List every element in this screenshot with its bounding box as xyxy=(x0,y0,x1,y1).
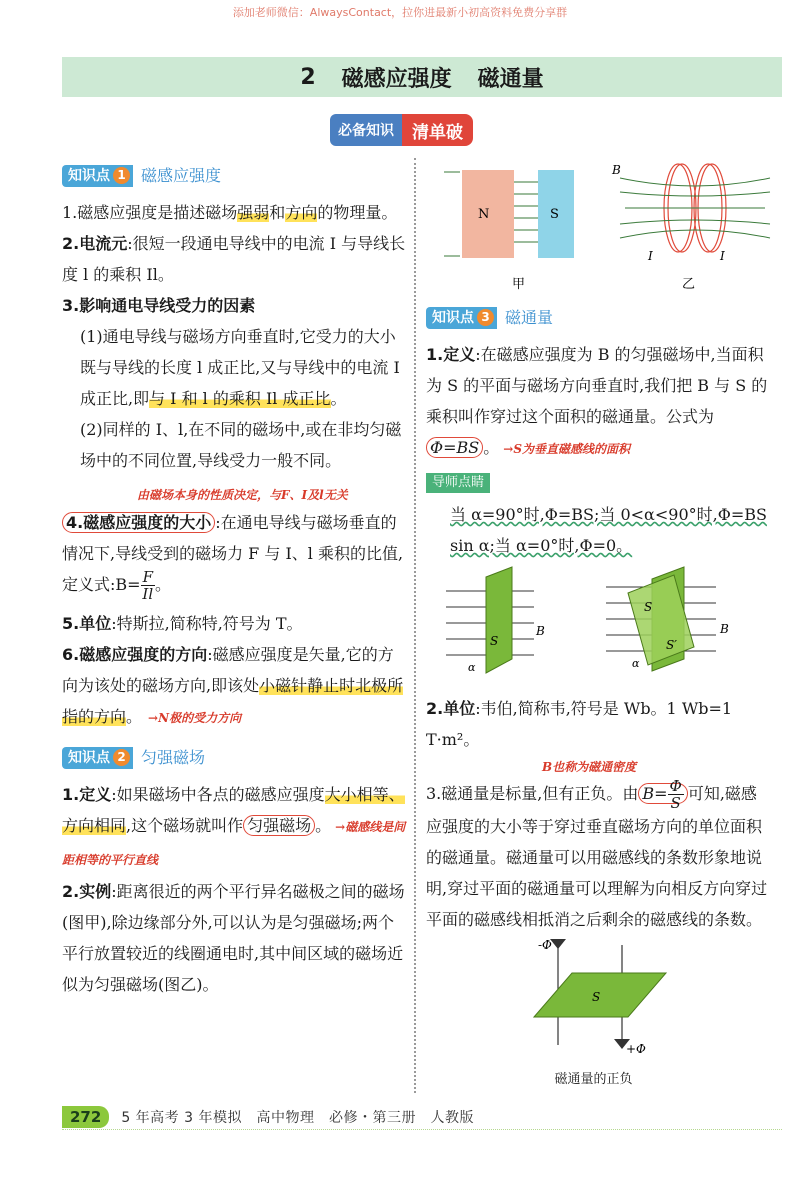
label-b: B xyxy=(536,624,545,638)
title-text-1: 磁感应强度 xyxy=(341,66,452,92)
kp-title: 磁感应强度 xyxy=(141,166,222,185)
banner-right: 清单破 xyxy=(402,114,473,146)
kp1-item-4-note: 由磁场本身的性质决定，与F、I及l无关 xyxy=(137,488,348,502)
watermark: 添加老师微信：AlwaysContact，拉你进最新小初高资料免费分享群 xyxy=(232,6,568,19)
label-neg-phi: -Φ xyxy=(538,938,552,952)
kp1-item-5: 5.单位:特斯拉,简称特,符号为 T。 xyxy=(62,614,303,633)
label-b-2: B xyxy=(720,622,729,636)
kp1-item-2: 2.电流元:很短一段通电导线中的电流 I 与导线长度 l 的乘积 Il。 xyxy=(62,234,406,284)
guide-tag: 导师点睛 xyxy=(426,473,490,493)
figure-caption: 磁通量的正负 xyxy=(554,1072,633,1087)
knowledge-point-2-header xyxy=(62,742,407,773)
label-s: S xyxy=(490,634,499,648)
label-pos-phi: +Φ xyxy=(626,1042,646,1056)
section-banner xyxy=(330,114,510,146)
label-alpha: α xyxy=(468,661,476,674)
kp-title: 磁通量 xyxy=(505,308,554,327)
footer-rule xyxy=(62,1129,782,1130)
banner-left: 必备知识 xyxy=(330,114,402,146)
kp-tag: 知识点 3 xyxy=(426,307,497,329)
kp-tag: 知识点 2 xyxy=(62,747,133,769)
caption-jia: 甲 xyxy=(512,277,526,292)
figure-flux-angle xyxy=(426,563,771,683)
page-footer xyxy=(62,1104,782,1130)
kp3-item-1: 1.定义:在磁感应强度为 B 的匀强磁场中,当面积为 S 的平面与磁场方向垂直时,我们把 B 与 S 的乘积叫作穿过这个面积的磁通量。公式为Φ=BS 。 →S为垂直磁感线的面积 xyxy=(426,345,768,457)
book-title: 5 年高考 3 年模拟 高中物理 必修・第三册 人教版 xyxy=(121,1110,474,1126)
page-title xyxy=(62,57,782,97)
figure-magnets-and-coils xyxy=(430,160,780,295)
kp-tag: 知识点 1 xyxy=(62,165,133,187)
figure-coils xyxy=(611,163,770,292)
label-s-prime: S′ xyxy=(666,638,677,652)
page-number: 272 xyxy=(62,1106,109,1128)
left-column xyxy=(62,158,407,1000)
knowledge-point-1-header xyxy=(62,160,407,191)
kp1-item-4: 4.磁感应强度的大小 :在通电导线与磁场垂直的情况下,导线受到的磁场力 F 与 I、l 乘积的比值,定义式:B= $\frac{F}{Il}$ 。 xyxy=(62,513,404,603)
kp1-item-3: 3.影响通电导线受力的因素 xyxy=(62,296,256,315)
kp1-item-6: 6.磁感应强度的方向:磁感应强度是矢量,它的方向为该处的磁场方向,即该处小磁针静止时北极所指的方向。 →N极的受力方向 xyxy=(62,645,404,726)
label-s: S xyxy=(550,207,559,222)
kp1-item-3-p1: (1)通电导线与磁场方向垂直时,它受力的大小既与导线的长度 l 成正比,又与导线中的电流 I 成正比,即与 I 和 l 的乘积 Il 成正比。 xyxy=(80,327,400,408)
right-column xyxy=(426,300,771,1089)
fraction-phi-over-s: $\frac{\Phi}{S}$ xyxy=(669,777,682,812)
kp3-item-2: 2.单位:韦伯,简称韦,符号是 Wb。1 Wb=1 T·m²。 xyxy=(426,699,733,749)
figure-magnet xyxy=(444,170,574,292)
label-b: B xyxy=(612,163,621,177)
title-text-2: 磁通量 xyxy=(477,66,544,92)
figure-flux-sign xyxy=(426,935,771,1065)
column-divider xyxy=(414,158,416,1093)
label-alpha-2: α xyxy=(632,657,640,670)
kp3-item-3-note: B也称为磁通密度 xyxy=(542,760,637,774)
label-s: S xyxy=(592,990,601,1004)
label-i-right: I xyxy=(720,249,725,263)
label-s-2: S xyxy=(644,600,653,614)
kp2-item-1: 1.定义:如果磁场中各点的磁感应强度大小相等、方向相同,这个磁场就叫作 匀强磁场 。 →磁感线是间距相等的平行直线 xyxy=(62,785,406,867)
kp1-item-3-p2: (2)同样的 I、l,在不同的磁场中,或在非均匀磁场中的不同位置,导线受力一般不同。 xyxy=(80,420,402,470)
caption-yi: 乙 xyxy=(682,277,696,292)
kp2-item-2: 2.实例:距离很近的两个平行异名磁极之间的磁场(图甲),除边缘部分外,可以认为是匀强磁场;两个平行放置较近的线圈通电时,其中间区域的磁场近似为匀强磁场(图乙)。 xyxy=(62,882,405,994)
title-number: 2 xyxy=(300,64,316,90)
label-n: N xyxy=(478,207,490,222)
label-i-left: I xyxy=(648,249,653,263)
kp1-item-1: 1.磁感应强度是描述磁场强弱和方向的物理量。 xyxy=(62,203,398,222)
knowledge-point-3-header xyxy=(426,302,771,333)
fraction-f-over-il: $\frac{F}{Il}$ xyxy=(142,568,154,603)
plane-s xyxy=(486,567,512,673)
kp-title: 匀强磁场 xyxy=(141,748,206,767)
kp3-item-3: 3.磁通量是标量,但有正负。由 B= $\frac{\Phi}{S}$ 可知,磁感应强度的大小等于穿过垂直磁场方向的单位面积的磁通量。磁通量可以用磁感线的条数形象地说明,穿过平面的磁通量可以理解为向相反方向穿过平面的磁感线相抵消之后剩余的磁感线的条数。 xyxy=(426,777,768,929)
guide-text: 当 α=90°时,Φ=BS;当 0<α<90°时,Φ=BS sin α;当 α=0°时,Φ=0。 xyxy=(450,505,767,555)
